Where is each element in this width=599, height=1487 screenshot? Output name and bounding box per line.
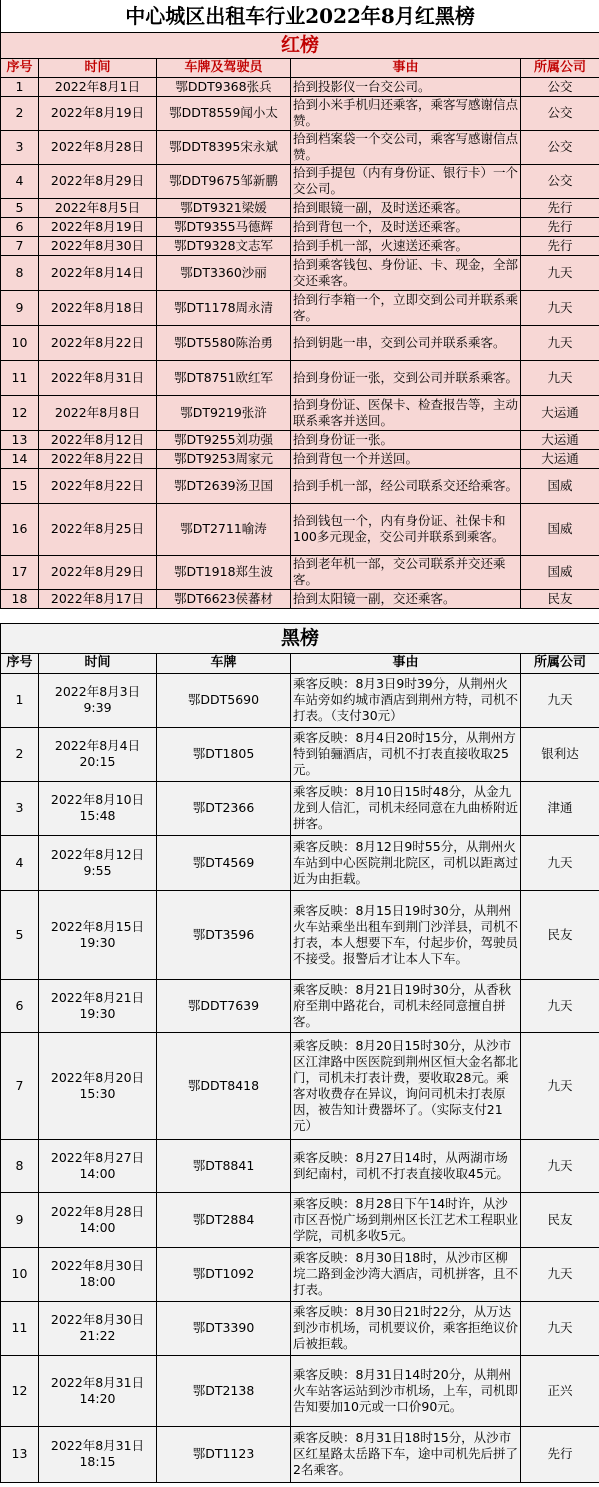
black-row-no: 2 (1, 727, 39, 781)
black-row-company: 九天 (521, 1247, 599, 1301)
red-list-row (1, 395, 599, 430)
black-header-date: 时间 (39, 653, 157, 673)
black-row-time: 14:20 (79, 1390, 116, 1406)
black-list-header-row (1, 653, 599, 673)
red-row-plate: 鄂DT5580陈治勇 (157, 325, 291, 360)
black-row-plate: 鄂DT1092 (157, 1247, 291, 1301)
red-header-date: 时间 (39, 58, 157, 77)
red-row-date: 2022年8月19日 (39, 217, 157, 236)
red-row-company: 国威 (521, 555, 599, 589)
red-row-date: 2022年8月31日 (39, 360, 157, 395)
red-list-row (1, 360, 599, 395)
red-row-reason: 拾到乘客钱包、身份证、卡、现金，全部交还乘客。 (291, 255, 521, 290)
red-row-plate: 鄂DT1918郑生波 (157, 555, 291, 589)
black-row-no: 5 (1, 890, 39, 979)
black-list-row (1, 781, 599, 835)
red-list-row (1, 449, 599, 468)
black-row-plate: 鄂DDT5690 (157, 673, 291, 727)
red-list-row (1, 255, 599, 290)
black-row-company: 津通 (521, 781, 599, 835)
black-row-company: 九天 (521, 1139, 599, 1192)
red-header-no: 序号 (1, 58, 39, 77)
red-row-no: 3 (1, 130, 39, 164)
red-row-no: 17 (1, 555, 39, 589)
black-row-reason: 乘客反映：8月31日14时20分，从荆州火车站客运站到沙市机场，上车，司机即告知要加10元或一口价90元。 (291, 1355, 521, 1426)
black-row-datetime (39, 1032, 157, 1139)
red-row-company: 先行 (521, 236, 599, 255)
black-row-no: 1 (1, 673, 39, 727)
red-list-row (1, 164, 599, 198)
black-row-reason: 乘客反映：8月10日15时48分，从金九龙到人信汇，司机未经同意在九曲桥附近拼客。 (291, 781, 521, 835)
black-row-datetime (39, 727, 157, 781)
black-row-plate: 鄂DDT7639 (157, 979, 291, 1032)
section-gap (0, 609, 599, 623)
black-list-row (1, 890, 599, 979)
red-row-no: 11 (1, 360, 39, 395)
red-row-no: 13 (1, 430, 39, 449)
red-list-heading: 红榜 (1, 32, 599, 58)
red-row-company: 大运通 (521, 449, 599, 468)
red-row-plate: 鄂DT9321梁媛 (157, 198, 291, 217)
red-row-no: 16 (1, 503, 39, 555)
red-row-no: 6 (1, 217, 39, 236)
black-row-date: 2022年8月10日 (50, 792, 145, 807)
black-row-time: 15:30 (79, 1085, 116, 1101)
red-row-reason: 拾到投影仪一台交公司。 (291, 77, 521, 96)
black-row-time: 14:00 (79, 1219, 116, 1235)
black-row-date: 2022年8月20日 (50, 1069, 145, 1085)
black-row-datetime (39, 1355, 157, 1426)
red-row-no: 9 (1, 290, 39, 325)
black-row-reason: 乘客反映：8月30日21时22分，从万达到沙市机场，司机要议价，乘客拒绝议价后被拒载。 (291, 1301, 521, 1355)
red-row-plate: 鄂DT8751欧红军 (157, 360, 291, 395)
black-row-time: 20:15 (79, 754, 116, 769)
red-row-reason: 拾到身份证、医保卡、检查报告等，主动联系乘客并送回。 (291, 395, 521, 430)
red-row-company: 公交 (521, 96, 599, 130)
red-row-reason: 拾到眼镜一副，及时送还乘客。 (291, 198, 521, 217)
red-list-row (1, 468, 599, 503)
red-header-company: 所属公司 (521, 58, 599, 77)
red-row-company: 国威 (521, 503, 599, 555)
black-row-plate: 鄂DDT8418 (157, 1032, 291, 1139)
red-list-row (1, 236, 599, 255)
black-row-date: 2022年8月31日 (50, 1438, 145, 1453)
black-row-date: 2022年8月3日 (54, 684, 141, 699)
red-row-date: 2022年8月19日 (39, 96, 157, 130)
red-row-date: 2022年8月17日 (39, 589, 157, 608)
red-row-company: 大运通 (521, 395, 599, 430)
red-row-plate: 鄂DT3360沙丽 (157, 255, 291, 290)
black-row-plate: 鄂DT3596 (157, 890, 291, 979)
black-row-time: 19:30 (79, 1005, 116, 1021)
red-row-date: 2022年8月29日 (39, 555, 157, 589)
black-row-datetime (39, 979, 157, 1032)
red-row-plate: 鄂DT1178周永清 (157, 290, 291, 325)
red-list-row (1, 217, 599, 236)
red-row-reason: 拾到行李箱一个，立即交到公司并联系乘客。 (291, 290, 521, 325)
red-header-plate: 车牌及驾驶员 (157, 58, 291, 77)
black-row-datetime (39, 1139, 157, 1192)
red-row-reason: 拾到手机一部，火速送还乘客。 (291, 236, 521, 255)
red-list-row (1, 503, 599, 555)
red-row-no: 4 (1, 164, 39, 198)
black-row-no: 9 (1, 1192, 39, 1247)
red-row-plate: 鄂DT9255刘功强 (157, 430, 291, 449)
black-row-no: 12 (1, 1355, 39, 1426)
black-row-plate: 鄂DT2138 (157, 1355, 291, 1426)
red-row-date: 2022年8月14日 (39, 255, 157, 290)
red-row-date: 2022年8月1日 (39, 77, 157, 96)
red-row-reason: 拾到手机一部，经公司联系交还给乘客。 (291, 468, 521, 503)
black-row-datetime (39, 890, 157, 979)
black-row-company: 九天 (521, 835, 599, 890)
black-row-plate: 鄂DT4569 (157, 835, 291, 890)
black-row-plate: 鄂DT1123 (157, 1426, 291, 1482)
red-row-company: 九天 (521, 290, 599, 325)
black-header-plate: 车牌 (157, 653, 291, 673)
red-row-plate: 鄂DT2639汤卫国 (157, 468, 291, 503)
black-row-company: 九天 (521, 1301, 599, 1355)
red-row-date: 2022年8月5日 (39, 198, 157, 217)
red-row-date: 2022年8月22日 (39, 449, 157, 468)
black-list-row (1, 1355, 599, 1426)
black-list-heading: 黑榜 (1, 623, 599, 653)
red-list-row (1, 555, 599, 589)
black-row-no: 11 (1, 1301, 39, 1355)
red-row-no: 18 (1, 589, 39, 608)
red-row-reason: 拾到背包一个，及时送还乘客。 (291, 217, 521, 236)
black-row-plate: 鄂DT1805 (157, 727, 291, 781)
black-row-reason: 乘客反映：8月12日9时55分，从荆州火车站到中心医院荆北院区，司机以距离过近为由拒载。 (291, 835, 521, 890)
red-row-company: 九天 (521, 255, 599, 290)
black-row-datetime (39, 673, 157, 727)
black-row-time: 9:55 (83, 862, 112, 878)
red-list-row (1, 589, 599, 608)
black-row-reason: 乘客反映：8月15日19时30分，从荆州火车站乘坐出租车到荆门沙洋县，司机不打表，本人想要下车，付起步价，驾驶员不接受。报警后才让本人下车。 (291, 890, 521, 979)
red-row-date: 2022年8月8日 (39, 395, 157, 430)
red-row-company: 民友 (521, 589, 599, 608)
black-row-datetime (39, 835, 157, 890)
black-row-time: 21:22 (79, 1328, 116, 1343)
red-row-company: 九天 (521, 360, 599, 395)
black-list-row (1, 1301, 599, 1355)
red-row-plate: 鄂DT9328文志军 (157, 236, 291, 255)
black-list-row (1, 1247, 599, 1301)
red-list-row (1, 96, 599, 130)
red-row-reason: 拾到档案袋一个交公司，乘客写感谢信点赞。 (291, 130, 521, 164)
black-list-row (1, 727, 599, 781)
black-header-company: 所属公司 (521, 653, 599, 673)
black-row-datetime (39, 1426, 157, 1482)
red-row-plate: 鄂DT9219张浒 (157, 395, 291, 430)
black-row-reason: 乘客反映：8月30日18时，从沙市区柳垸二路到金沙湾大酒店，司机拼客，且不打表。 (291, 1247, 521, 1301)
red-row-date: 2022年8月25日 (39, 503, 157, 555)
red-list-row (1, 77, 599, 96)
black-row-plate: 鄂DT2884 (157, 1192, 291, 1247)
red-row-reason: 拾到身份证一张，交到公司并联系乘客。 (291, 360, 521, 395)
black-row-datetime (39, 1301, 157, 1355)
black-row-company: 民友 (521, 890, 599, 979)
red-row-no: 12 (1, 395, 39, 430)
red-row-plate: 鄂DDT8559闻小太 (157, 96, 291, 130)
black-row-reason: 乘客反映：8月4日20时15分，从荆州方特到铂骊酒店，司机不打表直接收取25元。 (291, 727, 521, 781)
page-title: 中心城区出租车行业2022年8月红黑榜 (1, 0, 599, 32)
black-list-row (1, 979, 599, 1032)
black-row-reason: 乘客反映：8月27日14时，从两湖市场到纪南村，司机不打表直接收取45元。 (291, 1139, 521, 1192)
black-row-date: 2022年8月27日 (50, 1149, 145, 1165)
black-row-company: 九天 (521, 979, 599, 1032)
black-header-no: 序号 (1, 653, 39, 673)
red-row-no: 10 (1, 325, 39, 360)
red-row-reason: 拾到钥匙一串，交到公司并联系乘客。 (291, 325, 521, 360)
red-row-plate: 鄂DT6623侯蕃材 (157, 589, 291, 608)
red-row-company: 公交 (521, 130, 599, 164)
red-row-plate: 鄂DT9253周家元 (157, 449, 291, 468)
black-row-date: 2022年8月30日 (50, 1258, 145, 1273)
black-row-company: 银利达 (521, 727, 599, 781)
red-row-date: 2022年8月18日 (39, 290, 157, 325)
black-row-date: 2022年8月30日 (50, 1312, 145, 1327)
black-row-plate: 鄂DT3390 (157, 1301, 291, 1355)
red-row-plate: 鄂DDT9368张兵 (157, 77, 291, 96)
black-list-row (1, 1426, 599, 1482)
black-list-row (1, 1032, 599, 1139)
black-row-company: 九天 (521, 673, 599, 727)
red-row-company: 先行 (521, 217, 599, 236)
red-row-reason: 拾到手提包（内有身份证、银行卡）一个交公司。 (291, 164, 521, 198)
red-list-row (1, 325, 599, 360)
red-list-header-row (1, 58, 599, 77)
black-row-plate: 鄂DT2366 (157, 781, 291, 835)
red-row-no: 5 (1, 198, 39, 217)
red-row-no: 15 (1, 468, 39, 503)
red-row-reason: 拾到背包一个并送回。 (291, 449, 521, 468)
black-row-datetime (39, 781, 157, 835)
red-row-no: 7 (1, 236, 39, 255)
black-list-row (1, 673, 599, 727)
black-row-plate: 鄂DT8841 (157, 1139, 291, 1192)
red-row-company: 公交 (521, 77, 599, 96)
red-row-reason: 拾到老年机一部，交公司联系并交还乘客。 (291, 555, 521, 589)
black-row-date: 2022年8月12日 (50, 846, 145, 862)
black-row-datetime (39, 1192, 157, 1247)
black-row-company: 九天 (521, 1032, 599, 1139)
black-row-company: 先行 (521, 1426, 599, 1482)
red-list-row (1, 290, 599, 325)
black-row-reason: 乘客反映：8月21日19时30分，从香秋府至荆中路花台，司机未经同意擅自拼客。 (291, 979, 521, 1032)
red-row-no: 14 (1, 449, 39, 468)
black-row-time: 18:00 (79, 1274, 116, 1289)
red-row-plate: 鄂DDT9675邹新鹏 (157, 164, 291, 198)
red-list-table (0, 0, 599, 609)
red-row-company: 九天 (521, 325, 599, 360)
red-row-company: 大运通 (521, 430, 599, 449)
red-list-row (1, 430, 599, 449)
black-row-date: 2022年8月31日 (50, 1374, 145, 1390)
red-row-reason: 拾到太阳镜一副，交还乘客。 (291, 589, 521, 608)
black-row-company: 民友 (521, 1192, 599, 1247)
black-row-reason: 乘客反映：8月31日18时15分，从沙市区红星路太岳路下车，途中司机先后拼了2名乘客。 (291, 1426, 521, 1482)
red-row-date: 2022年8月28日 (39, 130, 157, 164)
red-row-date: 2022年8月30日 (39, 236, 157, 255)
red-row-plate: 鄂DT2711喻涛 (157, 503, 291, 555)
black-row-time: 14:00 (79, 1165, 116, 1181)
black-list-row (1, 835, 599, 890)
red-row-date: 2022年8月12日 (39, 430, 157, 449)
black-header-reason: 事由 (291, 653, 521, 673)
black-list-table (0, 623, 599, 1483)
black-row-reason: 乘客反映：8月28日下午14时许，从沙市区吾悦广场到荆州区长江艺术工程职业学院，司机多收5元。 (291, 1192, 521, 1247)
black-row-reason: 乘客反映：8月3日9时39分，从荆州火车站旁如约城市酒店到荆州方特，司机不打表。（支付30元） (291, 673, 521, 727)
red-header-reason: 事由 (291, 58, 521, 77)
red-row-company: 公交 (521, 164, 599, 198)
black-row-time: 15:48 (79, 808, 116, 823)
black-row-time: 9:39 (83, 700, 112, 715)
black-row-time: 18:15 (79, 1454, 116, 1469)
black-row-no: 13 (1, 1426, 39, 1482)
red-row-company: 国威 (521, 468, 599, 503)
black-row-no: 10 (1, 1247, 39, 1301)
red-row-reason: 拾到身份证一张。 (291, 430, 521, 449)
black-row-company: 正兴 (521, 1355, 599, 1426)
red-row-date: 2022年8月22日 (39, 325, 157, 360)
red-row-reason: 拾到钱包一个，内有身份证、社保卡和100多元现金，交公司并联系到乘客。 (291, 503, 521, 555)
black-row-time: 19:30 (79, 934, 116, 950)
red-row-date: 2022年8月22日 (39, 468, 157, 503)
red-row-company: 先行 (521, 198, 599, 217)
black-row-date: 2022年8月15日 (50, 918, 145, 934)
black-row-datetime (39, 1247, 157, 1301)
red-list-row (1, 198, 599, 217)
black-row-reason: 乘客反映：8月20日15时30分，从沙市区江津路中医医院到荆州区恒大金名都北门，司机未打表计费，要收取28元。乘客对收费存在异议，询问司机未打表原因，被告知计费器坏了。（实际支付21元） (291, 1032, 521, 1139)
red-row-no: 1 (1, 77, 39, 96)
black-row-date: 2022年8月28日 (50, 1203, 145, 1219)
black-row-date: 2022年8月21日 (50, 989, 145, 1005)
black-row-no: 4 (1, 835, 39, 890)
red-row-plate: 鄂DDT8395宋永斌 (157, 130, 291, 164)
red-list-row (1, 130, 599, 164)
black-row-no: 6 (1, 979, 39, 1032)
black-row-date: 2022年8月4日 (54, 738, 141, 753)
black-row-no: 3 (1, 781, 39, 835)
black-list-row (1, 1192, 599, 1247)
red-row-plate: 鄂DT9355马德辉 (157, 217, 291, 236)
red-row-date: 2022年8月29日 (39, 164, 157, 198)
black-row-no: 8 (1, 1139, 39, 1192)
black-row-no: 7 (1, 1032, 39, 1139)
black-list-row (1, 1139, 599, 1192)
red-row-no: 8 (1, 255, 39, 290)
red-row-no: 2 (1, 96, 39, 130)
red-row-reason: 拾到小米手机归还乘客，乘客写感谢信点赞。 (291, 96, 521, 130)
